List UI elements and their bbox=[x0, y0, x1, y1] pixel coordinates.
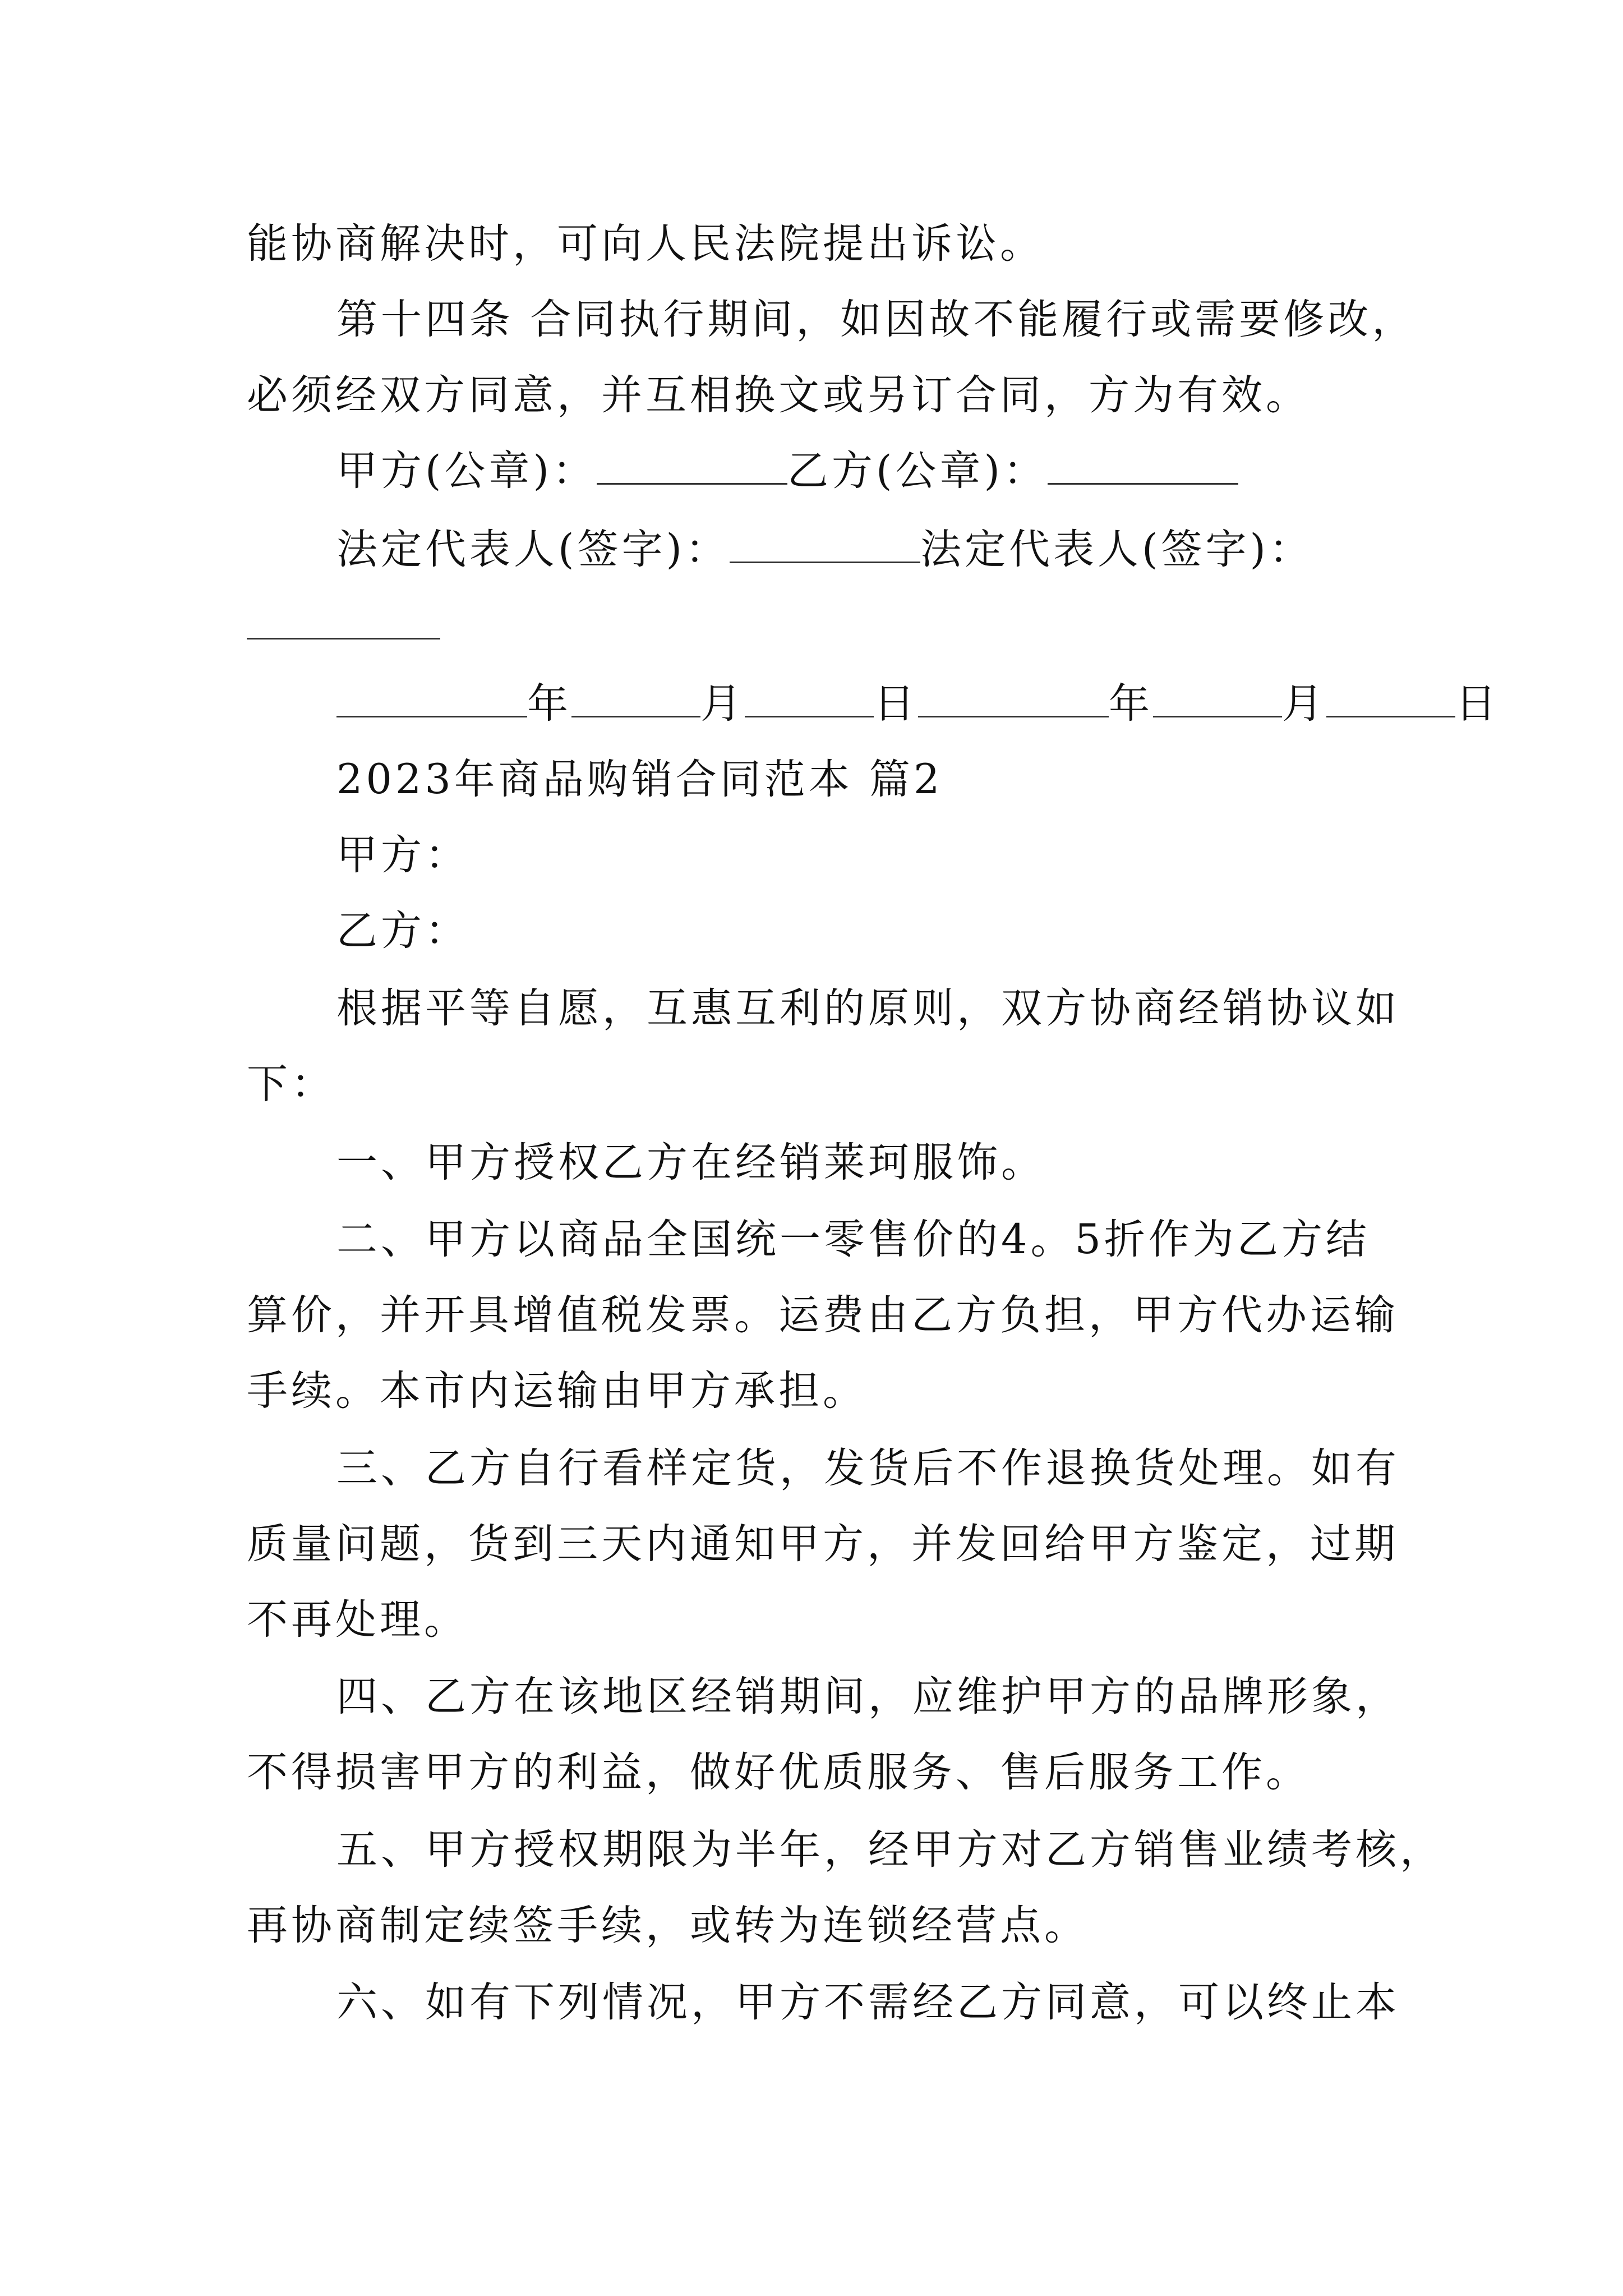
signature-line bbox=[336, 522, 1391, 578]
paragraph-line: 必须经双方同意，并互相换文或另订合同，方为有效。 bbox=[247, 371, 1310, 419]
day-label: 日 bbox=[874, 680, 918, 728]
date-blank bbox=[1326, 677, 1455, 717]
clause-5: 五、甲方授权期限为半年，经甲方对乙方销售业绩考核， bbox=[336, 1826, 1444, 1874]
date-line bbox=[336, 676, 1500, 732]
party-a-label: 甲方： bbox=[336, 831, 469, 879]
section-title: 2023年商品购销合同范本 篇2 bbox=[336, 756, 943, 803]
party-a-seal-blank bbox=[597, 444, 787, 485]
paragraph-line: 再协商制定续签手续，或转为连锁经营点。 bbox=[247, 1902, 1089, 1949]
party-b-rep-blank bbox=[247, 637, 440, 639]
party-b-seal-label: 乙方(公章)： bbox=[787, 447, 1048, 495]
paragraph-line: 根据平等自愿，互惠互利的原则，双方协商经销协议如 bbox=[336, 984, 1400, 1032]
clause-4: 四、乙方在该地区经销期间，应维护甲方的品牌形象， bbox=[336, 1673, 1400, 1720]
paragraph-line: 不再处理。 bbox=[247, 1596, 468, 1644]
paragraph-line: 质量问题，货到三天内通知甲方，并发回给甲方鉴定，过期 bbox=[247, 1520, 1399, 1568]
month-label: 月 bbox=[1282, 680, 1326, 728]
clause-3: 三、乙方自行看样定货，发货后不作退换货处理。如有 bbox=[336, 1444, 1400, 1492]
seal-line bbox=[336, 443, 1391, 499]
date-blank bbox=[745, 677, 874, 717]
party-a-rep-blank bbox=[730, 522, 920, 563]
party-a-seal-label: 甲方(公章)： bbox=[336, 447, 597, 495]
month-label: 月 bbox=[700, 680, 745, 728]
date-blank bbox=[571, 677, 700, 717]
party-b-rep-label: 法定代表人(签字)： bbox=[920, 526, 1313, 573]
date-blank bbox=[336, 677, 527, 717]
clause-1: 一、甲方授权乙方在经销莱珂服饰。 bbox=[336, 1139, 1045, 1186]
paragraph-line: 手续。本市内运输由甲方承担。 bbox=[247, 1367, 867, 1415]
article-14-line: 第十四条 合同执行期间，如因故不能履行或需要修改， bbox=[336, 296, 1417, 343]
date-blank bbox=[1153, 677, 1282, 717]
clause-6: 六、如有下列情况，甲方不需经乙方同意，可以终止本 bbox=[336, 1978, 1400, 2026]
paragraph-line: 算价，并开具增值税发票。运费由乙方负担，甲方代办运输 bbox=[247, 1291, 1399, 1339]
clause-2: 二、甲方以商品全国统一零售价的4。5折作为乙方结 bbox=[336, 1216, 1370, 1263]
paragraph-line: 下： bbox=[247, 1060, 335, 1108]
paragraph-line: 不得损害甲方的利益，做好优质服务、售后服务工作。 bbox=[247, 1749, 1310, 1796]
year-label: 年 bbox=[527, 680, 571, 728]
year-label: 年 bbox=[1109, 680, 1153, 728]
day-label: 日 bbox=[1455, 680, 1500, 728]
paragraph-line: 能协商解决时，可向人民法院提出诉讼。 bbox=[247, 220, 1044, 268]
party-b-label: 乙方： bbox=[336, 907, 469, 955]
party-b-seal-blank bbox=[1048, 444, 1238, 485]
date-blank bbox=[918, 677, 1109, 717]
party-a-rep-label: 法定代表人(签字)： bbox=[336, 526, 730, 573]
